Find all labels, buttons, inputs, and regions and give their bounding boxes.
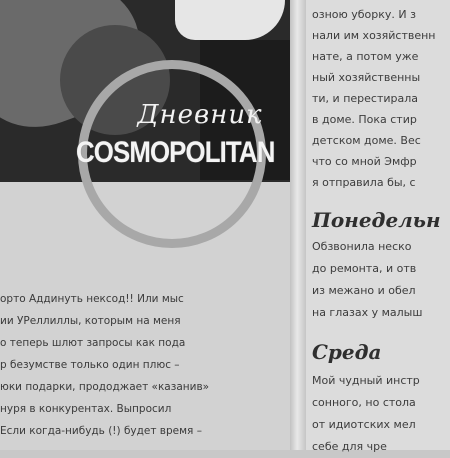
text-line: я отправила бы, с: [312, 176, 416, 189]
text-line: от идиотских мел: [312, 418, 416, 431]
text-line: Мой чудный инстр: [312, 374, 420, 387]
text-line: озною уборку. И з: [312, 8, 416, 21]
text-line: до ремонта, и отв: [312, 262, 417, 275]
text-line: детском доме. Вес: [312, 134, 421, 147]
monday-text: [312, 236, 450, 324]
text-line: нали им хозяйственн: [312, 29, 436, 42]
monday-heading: Понедельн: [312, 208, 441, 232]
photo-shape: [175, 0, 285, 40]
cosmopolitan-logo: [70, 100, 280, 180]
text-line: р безумстве только один плюс –: [0, 359, 180, 371]
text-line: о теперь шлют запросы как пода: [0, 337, 186, 349]
text-line: на глазах у малыш: [312, 306, 423, 319]
text-line: ти, и перестирала: [312, 92, 419, 105]
left-text-column: [0, 288, 290, 442]
text-line: Если когда-нибудь (!) будет время –: [0, 425, 202, 437]
right-text-column: [312, 4, 450, 193]
text-line: что со мной Эмфр: [312, 155, 417, 168]
text-line: юки подарки, прододжает «казанив»: [0, 381, 210, 393]
text-line: из межано и обел: [312, 284, 416, 297]
logo-brand-text: COSMOPOLITAN: [76, 136, 275, 169]
text-line: в доме. Пока стир: [312, 113, 417, 126]
text-line: ии УРеллиллы, которым на меня: [0, 315, 181, 327]
wednesday-heading: Среда: [312, 340, 382, 364]
text-line: нате, а потом уже: [312, 50, 419, 63]
text-line: сонного, но стола: [312, 396, 416, 409]
logo-script-text: Дневник: [137, 100, 263, 130]
text-line: орто Аддинуть нексод!! Или мыс: [0, 293, 184, 305]
text-line: нуря в конкурентах. Выпросил: [0, 403, 172, 415]
text-line: себе для чре: [312, 440, 387, 453]
text-line: Обзвонила неско: [312, 240, 412, 253]
text-line: ный хозяйственны: [312, 71, 421, 84]
wednesday-text: [312, 370, 450, 458]
